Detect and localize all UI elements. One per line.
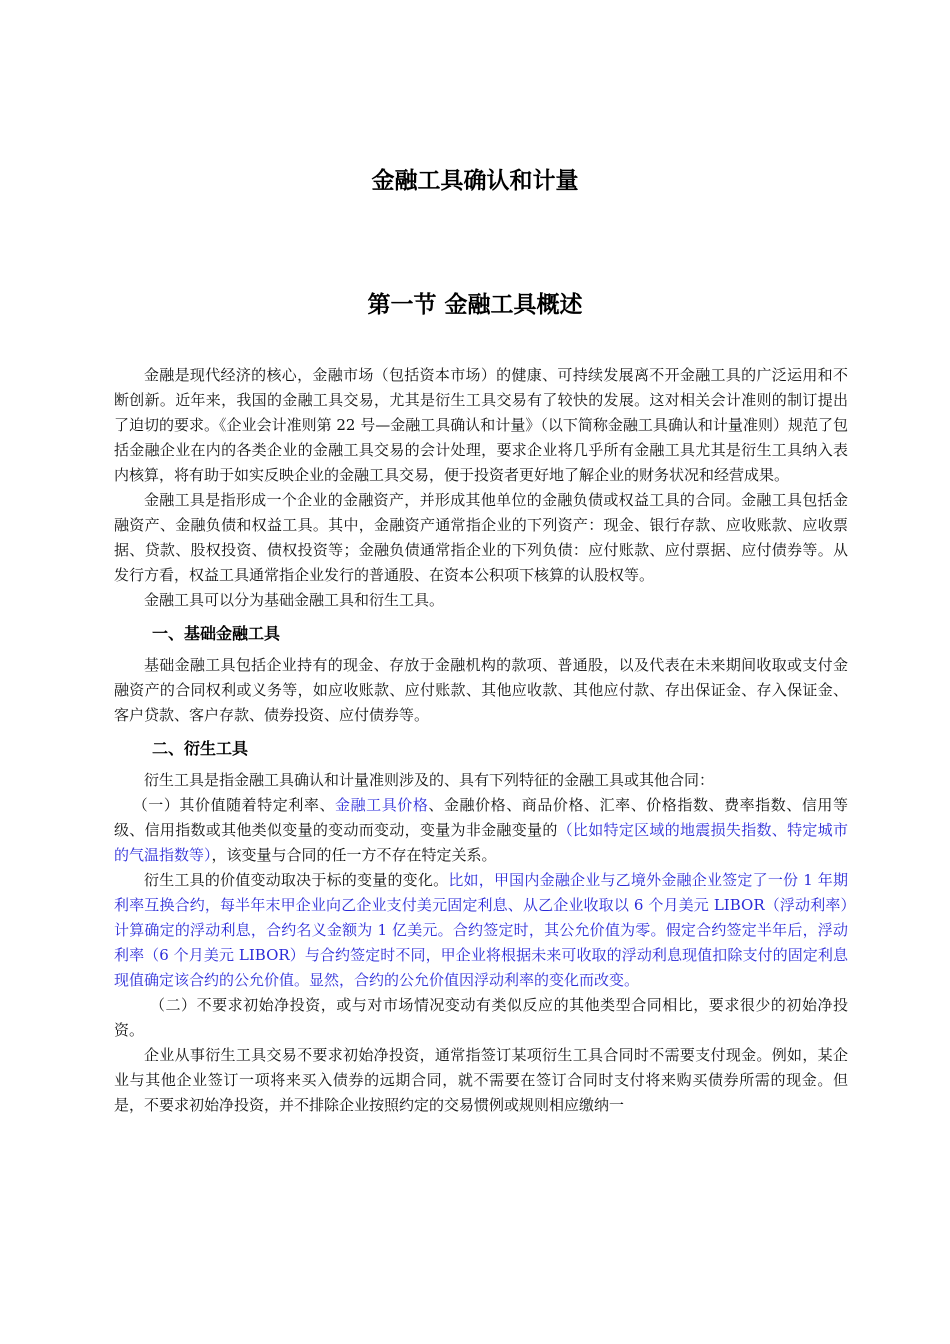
paragraph-definition: 金融工具是指形成一个企业的金融资产，并形成其他单位的金融负债或权益工具的合同。金融工具包括金融资产、金融负债和权益工具。其中，金融资产通常指企业的下列资产：现金、银行存款、应收账款、应收票据、贷款、股权投资、债权投资等；金融负债通常指企业的下列负债：应付账款、应付票据、应付债券等。从发行方看，权益工具通常指企业发行的普通股、在资本公积项下核算的认股权等。 (114, 491, 848, 584)
section-title: 第一节 金融工具概述 (367, 292, 583, 318)
feature-one-text-a: （一）其价值随着特定利率、 (132, 796, 336, 814)
paragraph-no-initial-investment: 企业从事衍生工具交易不要求初始净投资，通常指签订某项衍生工具合同时不需要支付现金。例如，某企业与其他企业签订一项将来买入债券的远期合同，就不需要在签订合同时支付将来购买债券所需的现金。但是，不要求初始净投资，并不排除企业按照约定的交易惯例或规则相应缴纳一 (114, 1046, 848, 1114)
feature-one-text-c: ，该变量与合同的任一方不存在特定关系。 (211, 846, 497, 864)
value-change-example: 比如，甲国内金融企业与乙境外金融企业签定了一份 1 年期利率互换合约，每半年末甲企业向乙企业支付美元固定利息、从乙企业收取以 6 个月美元 LIBOR（浮动利率）计算确定的浮动利息，合约名义金额为 1 亿美元。合约签定时，其公允价值为零。假定合约签定半年后，浮动利率（6 个月美元 LIBOR）与合约签定时不同，甲企业将根据未来可收取的浮动利息现值扣除支付的固定利息现值确定该合约的公允价值。显然，合约的公允价值因浮动利率的变化而改变。 (114, 871, 848, 989)
feature-one-highlight-b: （比如特定区域的地震损失指数、特定城市的气温指数等） (114, 821, 848, 864)
paragraph-classification: 金融工具可以分为基础金融工具和衍生工具。 (144, 591, 445, 609)
paragraph-basic-instruments: 基础金融工具包括企业持有的现金、存放于金融机构的款项、普通股，以及代表在未来期间收取或支付金融资产的合同权利或义务等，如应收账款、应付账款、其他应收款、其他应付款、存出保证金、存入保证金、客户贷款、客户存款、债券投资、应付债券等。 (114, 656, 848, 724)
paragraph-value-change (114, 868, 848, 993)
paragraph-feature-two: （二）不要求初始净投资，或与对市场情况变动有类似反应的其他类型合同相比，要求很少的初始净投资。 (114, 996, 848, 1039)
paragraph-intro: 金融是现代经济的核心，金融市场（包括资本市场）的健康、可持续发展离不开金融工具的广泛运用和不断创新。近年来，我国的金融工具交易，尤其是衍生工具交易有了较快的发展。这对相关会计准则的制订提出了迫切的要求。《企业会计准则第 22 号—金融工具确认和计量》（以下简称金融工具确认和计量准则）规范了包括金融企业在内的各类企业的金融工具交易的会计处理，要求企业将几乎所有金融工具尤其是衍生工具纳入表内核算，将有助于如实反映企业的金融工具交易，便于投资者更好地了解企业的财务状况和经营成果。 (114, 366, 848, 484)
paragraph-feature-one (114, 793, 848, 868)
document-body (114, 363, 848, 1118)
heading-basic-instruments: 一、基础金融工具 (152, 624, 281, 643)
document-title: 金融工具确认和计量 (371, 168, 579, 194)
feature-one-highlight-a: 金融工具价格 (335, 796, 429, 814)
heading-derivatives: 二、衍生工具 (152, 739, 249, 758)
feature-one-text-b: 、金融价格、商品价格、汇率、价格指数、费率指数、信用等级、信用指数或其他类似变量的变动而变动，变量为非金融变量的 (114, 796, 848, 839)
value-change-text: 衍生工具的价值变动取决于标的变量的变化。 (144, 871, 449, 889)
paragraph-derivatives-intro: 衍生工具是指金融工具确认和计量准则涉及的、具有下列特征的金融工具或其他合同： (144, 771, 715, 789)
